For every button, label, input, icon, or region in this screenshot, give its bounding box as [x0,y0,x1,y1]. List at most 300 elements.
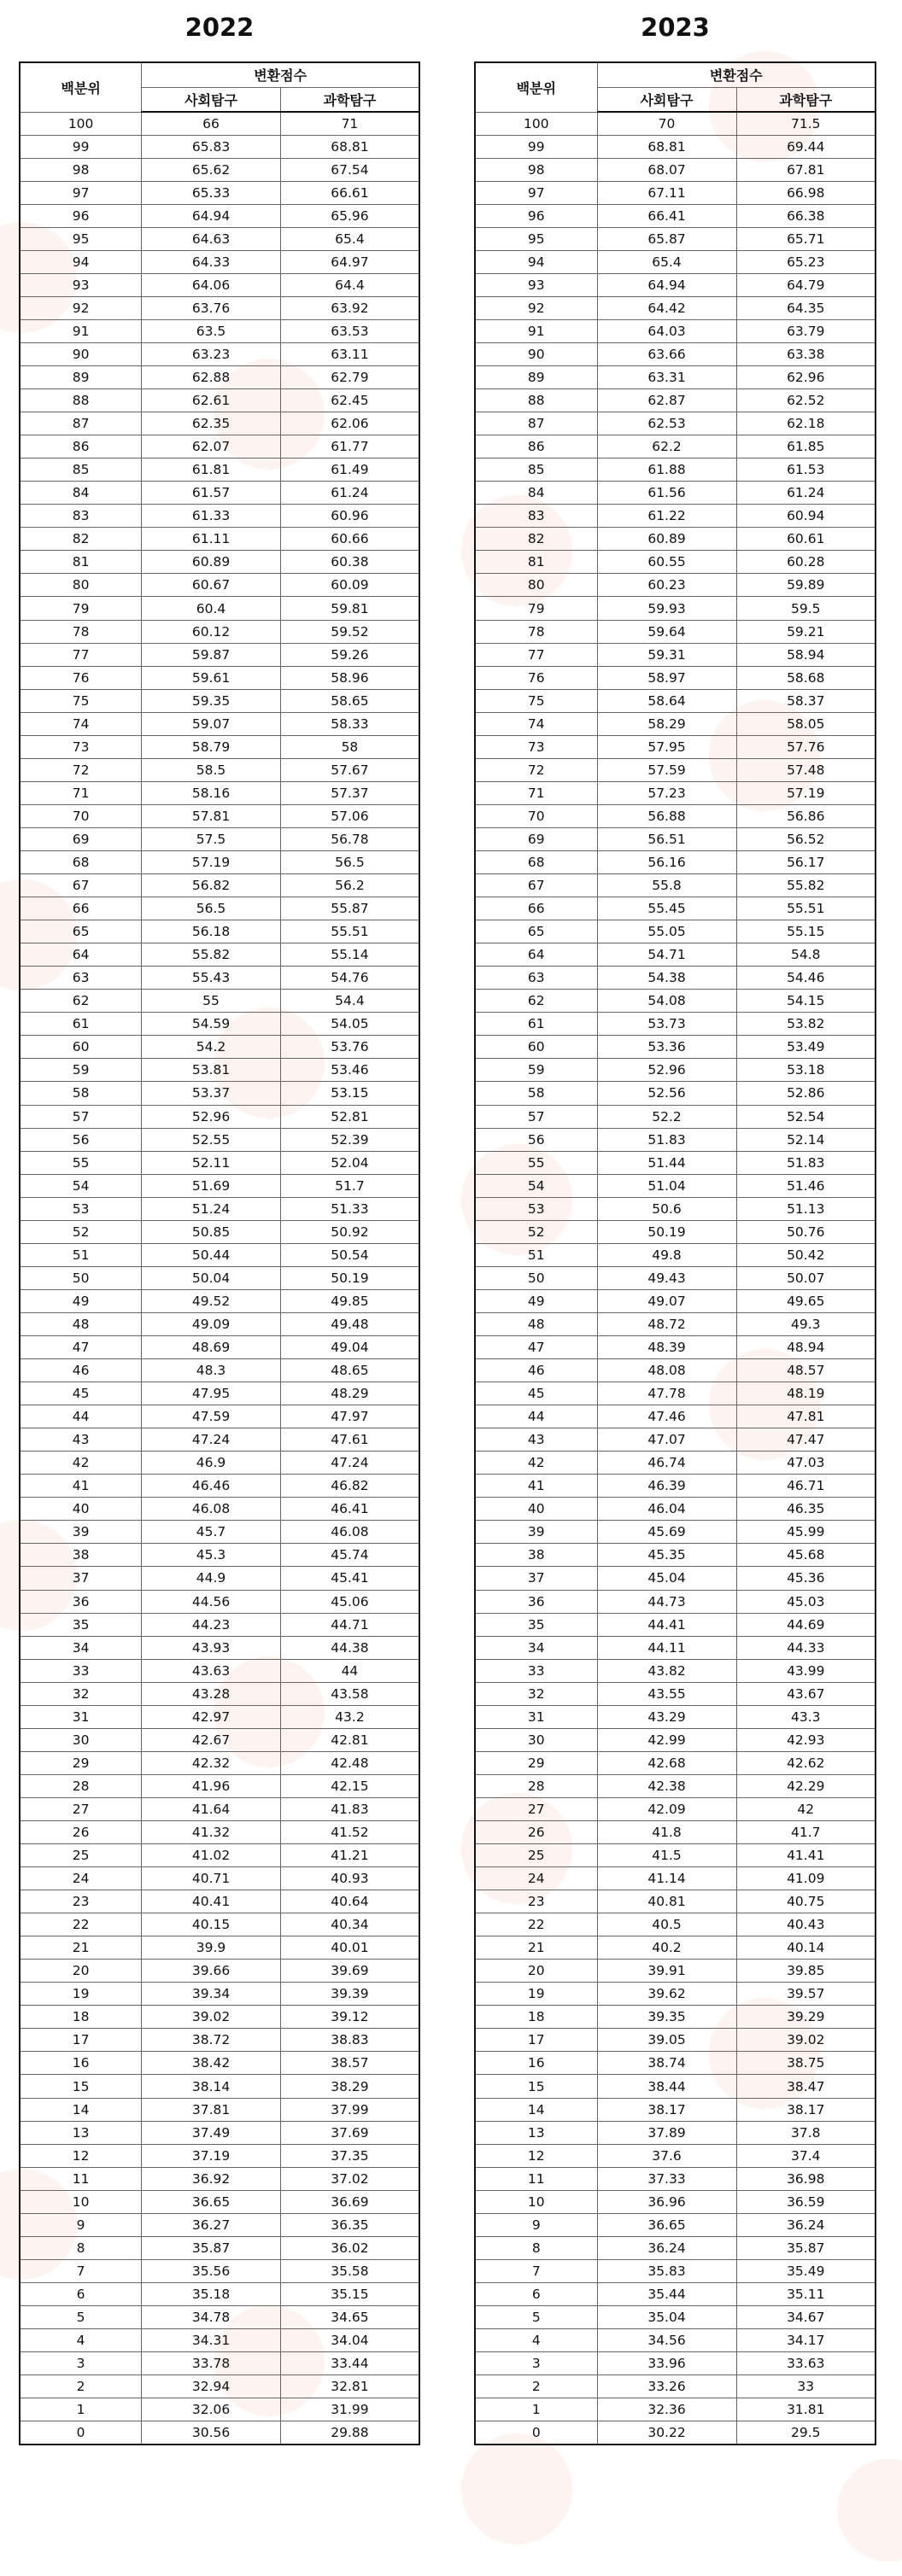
percentile-cell: 87 [20,412,142,435]
percentile-cell: 85 [20,459,142,482]
percentile-cell: 86 [20,435,142,459]
table-row [20,2006,419,2029]
social-score-cell: 45.35 [597,1544,736,1567]
table-row [20,1774,419,1797]
percentile-cell: 66 [475,897,597,920]
science-score-cell: 56.5 [280,851,419,874]
social-score-cell: 60.67 [142,574,281,597]
table-row [20,2121,419,2144]
science-score-cell: 51.7 [280,1174,419,1197]
social-score-cell: 60.55 [597,551,736,574]
table-row [20,342,419,365]
header-social-studies: 사회탐구 [142,87,281,112]
social-score-cell: 52.56 [597,1082,736,1105]
science-score-cell: 63.11 [280,342,419,365]
social-score-cell: 61.22 [597,505,736,528]
social-score-cell: 49.43 [597,1266,736,1289]
percentile-cell: 77 [20,643,142,666]
science-score-cell: 57.37 [280,781,419,804]
percentile-cell: 95 [20,227,142,250]
science-score-cell: 66.98 [736,181,876,204]
science-score-cell: 41.83 [280,1797,419,1820]
social-score-cell: 65.4 [597,250,736,273]
science-score-cell: 44.69 [736,1613,876,1636]
social-score-cell: 57.23 [597,781,736,804]
social-score-cell: 42.99 [597,1728,736,1751]
percentile-cell: 82 [20,528,142,551]
science-score-cell: 55.51 [280,920,419,943]
table-row [475,1128,876,1151]
science-score-cell: 47.61 [280,1428,419,1452]
social-score-cell: 64.06 [142,273,281,296]
science-score-cell: 47.81 [736,1405,876,1428]
social-score-cell: 62.61 [142,389,281,412]
table-row [20,967,419,990]
science-score-cell: 49.04 [280,1335,419,1358]
table-row [475,1659,876,1682]
percentile-cell: 60 [20,1036,142,1059]
science-score-cell: 56.78 [280,827,419,850]
percentile-cell: 49 [475,1289,597,1312]
percentile-cell: 37 [20,1567,142,1590]
table-row [20,319,419,342]
social-score-cell: 48.39 [597,1335,736,1358]
science-score-cell: 44 [280,1659,419,1682]
percentile-cell: 73 [20,735,142,758]
social-score-cell: 70 [597,112,736,135]
table-row [475,2121,876,2144]
science-score-cell: 39.02 [736,2029,876,2052]
social-score-cell: 49.07 [597,1289,736,1312]
table-row [475,943,876,967]
table-row [475,1382,876,1405]
table-row [475,2375,876,2398]
percentile-cell: 64 [20,943,142,967]
science-score-cell: 39.57 [736,1983,876,2006]
social-score-cell: 62.53 [597,412,736,435]
table-row [20,1105,419,1128]
table-row [475,319,876,342]
table-row [20,1498,419,1521]
percentile-cell: 93 [20,273,142,296]
social-score-cell: 64.63 [142,227,281,250]
table-row [20,851,419,874]
social-score-cell: 60.12 [142,620,281,643]
science-score-cell: 61.77 [280,435,419,459]
science-score-cell: 44.33 [736,1636,876,1659]
social-score-cell: 41.64 [142,1797,281,1820]
table-row [475,735,876,758]
social-score-cell: 55.43 [142,967,281,990]
percentile-cell: 34 [475,1636,597,1659]
science-score-cell: 45.36 [736,1567,876,1590]
percentile-cell: 91 [20,319,142,342]
table-row [20,1844,419,1867]
social-score-cell: 40.81 [597,1890,736,1913]
table-row [475,296,876,319]
social-score-cell: 39.05 [597,2029,736,2052]
table-row [20,1567,419,1590]
social-score-cell: 59.35 [142,689,281,712]
table-row [20,1174,419,1197]
percentile-cell: 84 [475,482,597,505]
science-score-cell: 56.86 [736,804,876,827]
table-row [20,2213,419,2236]
science-score-cell: 66.38 [736,204,876,227]
science-score-cell: 50.42 [736,1243,876,1266]
science-score-cell: 35.58 [280,2259,419,2282]
social-score-cell: 50.85 [142,1220,281,1243]
table-row [475,1682,876,1705]
percentile-cell: 41 [475,1475,597,1498]
table-row [20,1266,419,1289]
score-table [19,61,420,2445]
table-row [475,2421,876,2445]
science-score-cell: 36.98 [736,2167,876,2190]
social-score-cell: 49.52 [142,1289,281,1312]
science-score-cell: 55.87 [280,897,419,920]
table-row [20,1544,419,1567]
table-row [475,505,876,528]
science-score-cell: 39.39 [280,1983,419,2006]
table-row [475,1867,876,1890]
social-score-cell: 52.96 [597,1059,736,1082]
science-score-cell: 60.94 [736,505,876,528]
social-score-cell: 48.08 [597,1359,736,1382]
percentile-cell: 97 [475,181,597,204]
table-row [20,482,419,505]
percentile-cell: 22 [20,1913,142,1936]
table-row [20,2190,419,2213]
percentile-cell: 63 [20,967,142,990]
table-row [475,1013,876,1036]
percentile-cell: 21 [20,1936,142,1960]
table-row [20,1728,419,1751]
social-score-cell: 67.11 [597,181,736,204]
percentile-cell: 98 [20,158,142,181]
table-row [20,1452,419,1475]
table-row [475,1335,876,1358]
science-score-cell: 48.94 [736,1335,876,1358]
social-score-cell: 43.82 [597,1659,736,1682]
social-score-cell: 46.08 [142,1498,281,1521]
percentile-cell: 99 [475,135,597,158]
science-score-cell: 40.93 [280,1867,419,1890]
table-row [20,597,419,620]
social-score-cell: 42.32 [142,1751,281,1774]
science-score-cell: 33.44 [280,2352,419,2375]
science-score-cell: 33 [736,2375,876,2398]
science-score-cell: 44.38 [280,1636,419,1659]
social-score-cell: 49.09 [142,1312,281,1335]
table-row [475,1036,876,1059]
percentile-cell: 37 [475,1567,597,1590]
percentile-cell: 25 [20,1844,142,1867]
table-row [20,874,419,897]
science-score-cell: 41.21 [280,1844,419,1867]
social-score-cell: 61.33 [142,505,281,528]
table-row [475,1359,876,1382]
science-score-cell: 62.06 [280,412,419,435]
table-row [20,1590,419,1613]
science-score-cell: 50.07 [736,1266,876,1289]
percentile-cell: 8 [475,2236,597,2259]
percentile-cell: 81 [20,551,142,574]
percentile-cell: 30 [20,1728,142,1751]
table-row [475,897,876,920]
science-score-cell: 45.68 [736,1544,876,1567]
science-score-cell: 35.87 [736,2236,876,2259]
social-score-cell: 48.3 [142,1359,281,1382]
science-score-cell: 36.69 [280,2190,419,2213]
science-score-cell: 58.05 [736,712,876,735]
science-score-cell: 57.48 [736,758,876,781]
science-score-cell: 45.03 [736,1590,876,1613]
social-score-cell: 38.14 [142,2075,281,2098]
percentile-cell: 36 [475,1590,597,1613]
social-score-cell: 57.81 [142,804,281,827]
table-row [20,505,419,528]
table-row [20,2029,419,2052]
science-score-cell: 42.62 [736,1751,876,1774]
percentile-cell: 59 [475,1059,597,1082]
social-score-cell: 65.62 [142,158,281,181]
table-row [475,2236,876,2259]
table-row [475,135,876,158]
header-science: 과학탐구 [736,87,876,112]
science-score-cell: 36.02 [280,2236,419,2259]
science-score-cell: 34.65 [280,2305,419,2328]
science-score-cell: 68.81 [280,135,419,158]
science-score-cell: 55.82 [736,874,876,897]
social-score-cell: 56.51 [597,827,736,850]
social-score-cell: 39.62 [597,1983,736,2006]
science-score-cell: 42.15 [280,1774,419,1797]
social-score-cell: 58.29 [597,712,736,735]
table-row [20,1220,419,1243]
table-row [475,1913,876,1936]
table-row [20,412,419,435]
science-score-cell: 64.35 [736,296,876,319]
percentile-cell: 16 [20,2052,142,2075]
science-score-cell: 51.13 [736,1197,876,1220]
science-score-cell: 57.76 [736,735,876,758]
table-row [475,689,876,712]
percentile-cell: 75 [475,689,597,712]
science-score-cell: 59.81 [280,597,419,620]
science-score-cell: 38.57 [280,2052,419,2075]
social-score-cell: 54.59 [142,1013,281,1036]
science-score-cell: 38.47 [736,2075,876,2098]
science-score-cell: 54.76 [280,967,419,990]
table-row [20,1705,419,1728]
science-score-cell: 54.4 [280,990,419,1013]
table-row [475,1289,876,1312]
table-row [475,2329,876,2352]
science-score-cell: 32.81 [280,2375,419,2398]
social-score-cell: 38.17 [597,2098,736,2121]
percentile-cell: 14 [475,2098,597,2121]
social-score-cell: 51.24 [142,1197,281,1220]
social-score-cell: 50.04 [142,1266,281,1289]
table-row [475,342,876,365]
percentile-cell: 28 [20,1774,142,1797]
social-score-cell: 56.18 [142,920,281,943]
watermark-circle [837,2459,902,2561]
percentile-cell: 96 [20,204,142,227]
social-score-cell: 51.69 [142,1174,281,1197]
table-row [475,1960,876,1983]
science-score-cell: 65.23 [736,250,876,273]
social-score-cell: 57.95 [597,735,736,758]
percentile-cell: 68 [475,851,597,874]
table-row [475,227,876,250]
percentile-cell: 12 [20,2144,142,2167]
science-score-cell: 58 [280,735,419,758]
table-row [475,2213,876,2236]
social-score-cell: 33.26 [597,2375,736,2398]
science-score-cell: 40.64 [280,1890,419,1913]
table-row [475,528,876,551]
science-score-cell: 45.99 [736,1521,876,1544]
social-score-cell: 63.66 [597,342,736,365]
social-score-cell: 55.82 [142,943,281,967]
science-score-cell: 43.2 [280,1705,419,1728]
social-score-cell: 56.5 [142,897,281,920]
percentile-cell: 8 [20,2236,142,2259]
table-row [475,112,876,135]
science-score-cell: 40.43 [736,1913,876,1936]
table-row [475,1590,876,1613]
percentile-cell: 80 [475,574,597,597]
percentile-cell: 87 [475,412,597,435]
percentile-cell: 10 [475,2190,597,2213]
social-score-cell: 39.35 [597,2006,736,2029]
table-row [475,1174,876,1197]
social-score-cell: 58.5 [142,758,281,781]
table-row [20,1243,419,1266]
table-row [475,1452,876,1475]
table-row [20,1521,419,1544]
science-score-cell: 63.92 [280,296,419,319]
percentile-cell: 69 [475,827,597,850]
social-score-cell: 55.05 [597,920,736,943]
table-row [20,2259,419,2282]
science-score-cell: 66.61 [280,181,419,204]
table-row [20,1335,419,1358]
table-row [20,620,419,643]
science-score-cell: 62.96 [736,366,876,389]
science-score-cell: 37.4 [736,2144,876,2167]
science-score-cell: 46.08 [280,1521,419,1544]
percentile-cell: 36 [20,1590,142,1613]
science-score-cell: 43.67 [736,1682,876,1705]
science-score-cell: 43.99 [736,1659,876,1682]
science-score-cell: 49.48 [280,1312,419,1335]
science-score-cell: 36.35 [280,2213,419,2236]
percentile-cell: 88 [475,389,597,412]
percentile-cell: 1 [475,2398,597,2421]
percentile-cell: 15 [20,2075,142,2098]
percentile-cell: 2 [475,2375,597,2398]
percentile-cell: 74 [20,712,142,735]
science-score-cell: 61.24 [736,482,876,505]
table-row [475,1774,876,1797]
percentile-cell: 59 [20,1059,142,1082]
science-score-cell: 47.03 [736,1452,876,1475]
percentile-cell: 83 [20,505,142,528]
social-score-cell: 54.2 [142,1036,281,1059]
percentile-cell: 14 [20,2098,142,2121]
social-score-cell: 63.23 [142,342,281,365]
table-row [475,2167,876,2190]
table-row [475,412,876,435]
science-score-cell: 37.99 [280,2098,419,2121]
percentile-cell: 20 [20,1960,142,1983]
science-score-cell: 49.3 [736,1312,876,1335]
science-score-cell: 36.24 [736,2213,876,2236]
header-science: 과학탐구 [280,87,419,112]
social-score-cell: 64.03 [597,319,736,342]
table-row [475,920,876,943]
social-score-cell: 53.81 [142,1059,281,1082]
table-row [20,2352,419,2375]
social-score-cell: 44.73 [597,1590,736,1613]
percentile-cell: 67 [20,874,142,897]
percentile-cell: 68 [20,851,142,874]
social-score-cell: 61.11 [142,528,281,551]
social-score-cell: 41.5 [597,1844,736,1867]
social-score-cell: 56.88 [597,804,736,827]
table-row [20,920,419,943]
percentile-cell: 53 [475,1197,597,1220]
table-row [475,366,876,389]
science-score-cell: 42.81 [280,1728,419,1751]
table-row [475,181,876,204]
science-score-cell: 59.52 [280,620,419,643]
social-score-cell: 33.96 [597,2352,736,2375]
science-score-cell: 56.17 [736,851,876,874]
percentile-cell: 91 [475,319,597,342]
percentile-cell: 19 [20,1983,142,2006]
percentile-cell: 78 [475,620,597,643]
percentile-cell: 13 [20,2121,142,2144]
social-score-cell: 58.79 [142,735,281,758]
science-score-cell: 46.71 [736,1475,876,1498]
percentile-cell: 76 [475,666,597,689]
percentile-cell: 47 [475,1335,597,1358]
table-row [20,2167,419,2190]
table-row [20,804,419,827]
table-row [20,112,419,135]
year-title-2023: 2023 [641,13,710,42]
social-score-cell: 35.04 [597,2305,736,2328]
social-score-cell: 53.36 [597,1036,736,1059]
percentile-cell: 12 [475,2144,597,2167]
social-score-cell: 39.02 [142,2006,281,2029]
table-row [20,990,419,1013]
percentile-cell: 6 [20,2282,142,2305]
social-score-cell: 45.3 [142,1544,281,1567]
percentile-cell: 24 [20,1867,142,1890]
social-score-cell: 52.96 [142,1105,281,1128]
science-score-cell: 47.24 [280,1452,419,1475]
table-row [20,1082,419,1105]
percentile-cell: 67 [475,874,597,897]
percentile-cell: 4 [475,2329,597,2352]
science-score-cell: 65.96 [280,204,419,227]
percentile-cell: 51 [20,1243,142,1266]
